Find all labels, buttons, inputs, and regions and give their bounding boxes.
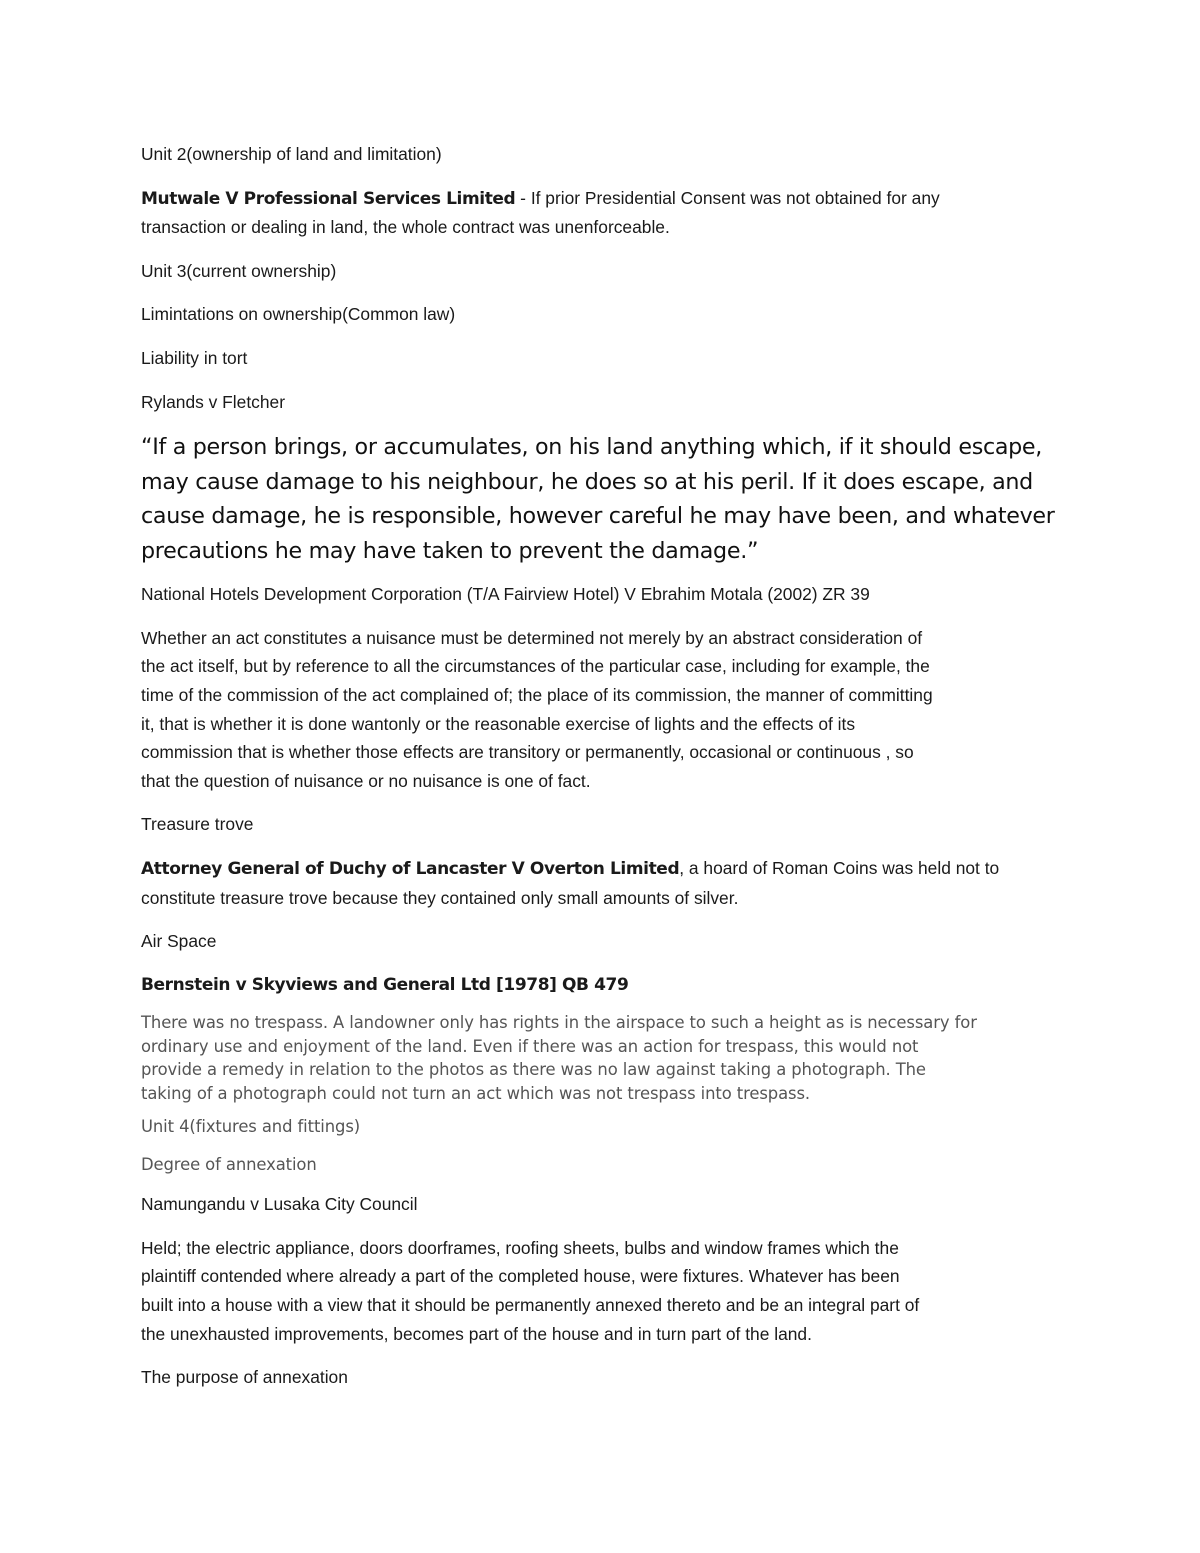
held-line1: Held; the electric appliance, doors doorframes, roofing sheets, bulbs and window frames which the: [141, 1237, 899, 1258]
limitations-heading: Limintations on ownership(Common law): [141, 304, 456, 325]
held-line4: the unexhausted improvements, becomes part of the house and in turn part of the land.: [141, 1323, 812, 1344]
nuisance-line5: commission that is whether those effects are transitory or permanently, occasional or continuous , so: [141, 742, 914, 763]
bernstein-paragraph: [141, 1011, 1066, 1105]
duchy-comma: ,: [679, 857, 685, 878]
purpose-heading: The purpose of annexation: [141, 1367, 348, 1388]
nuisance-line4: it, that is whether it is done wantonly or the reasonable exercise of lights and the effects of its: [141, 713, 856, 734]
duchy-text-line2: constitute treasure trove because they contained only small amounts of silver.: [141, 887, 739, 908]
treasure-heading: Treasure trove: [141, 814, 254, 835]
rylands-quote-line2: may cause damage to his neighbour, he does so at his peril. If it does escape, and: [141, 468, 1033, 495]
nuisance-line1: Whether an act constitutes a nuisance must be determined not merely by an abstract consideration of: [141, 627, 923, 648]
held-line2: plaintiff contended where already a part of the completed house, were fixtures. Whatever has been: [141, 1266, 900, 1287]
duchy-case-name: Attorney General of Duchy of Lancaster V Overton Limited: [141, 858, 680, 879]
held-line3: built into a house with a view that it should be permanently annexed thereto and be an integral part of: [141, 1295, 920, 1316]
nuisance-paragraph: [141, 624, 1066, 796]
duchy-text-line1: a hoard of Roman Coins was held not to: [688, 857, 1000, 878]
liability-heading: Liability in tort: [141, 347, 248, 368]
bernstein-line4: taking of a photograph could not turn an act which was not trespass into trespass.: [141, 1083, 811, 1103]
unit4-heading: Unit 4(fixtures and fittings): [141, 1117, 361, 1137]
mutwale-text-line2: transaction or dealing in land, the whole contract was unenforceable.: [141, 217, 670, 238]
rylands-quote: [141, 430, 1066, 568]
bernstein-case-name: Bernstein v Skyviews and General Ltd [1978] QB 479: [141, 974, 629, 995]
rylands-quote-line3: cause damage, he is responsible, however careful he may have been, and whatever: [141, 503, 1055, 530]
held-paragraph: [141, 1234, 1066, 1348]
national-hotels-case: National Hotels Development Corporation (T/A Fairview Hotel) V Ebrahim Motala (2002) ZR 39: [141, 584, 870, 605]
unit3-heading: Unit 3(current ownership): [141, 260, 337, 281]
bernstein-line2: ordinary use and enjoyment of the land. Even if there was an action for trespass, this would not: [141, 1036, 919, 1056]
mutwale-text-line1: If prior Presidential Consent was not obtained for any: [530, 187, 940, 208]
unit2-heading: Unit 2(ownership of land and limitation): [141, 144, 442, 164]
document-body: [141, 140, 1066, 1392]
rylands-quote-line1: “If a person brings, or accumulates, on his land anything which, if it should escape,: [141, 434, 1043, 461]
namungandu-case: Namungandu v Lusaka City Council: [141, 1194, 418, 1215]
nuisance-line6: that the question of nuisance or no nuisance is one of fact.: [141, 770, 591, 791]
bernstein-line3: provide a remedy in relation to the photos as there was no law against taking a photograph. The: [141, 1060, 926, 1080]
mutwale-paragraph: [141, 184, 1066, 214]
nuisance-line3: time of the commission of the act complained of; the place of its commission, the manner of committing: [141, 684, 933, 705]
duchy-paragraph: [141, 854, 1066, 884]
nuisance-line2: the act itself, but by reference to all the circumstances of the particular case, including for example, the: [141, 656, 930, 677]
rylands-heading: Rylands v Fletcher: [141, 391, 286, 412]
bernstein-line1: There was no trespass. A landowner only has rights in the airspace to such a height as is necessary for: [141, 1013, 977, 1033]
mutwale-separator: -: [520, 187, 526, 208]
rylands-quote-line4: precautions he may have taken to prevent the damage.”: [141, 537, 759, 564]
mutwale-case-name: Mutwale V Professional Services Limited: [141, 188, 516, 209]
airspace-heading: Air Space: [141, 931, 217, 952]
degree-heading: Degree of annexation: [141, 1154, 317, 1174]
